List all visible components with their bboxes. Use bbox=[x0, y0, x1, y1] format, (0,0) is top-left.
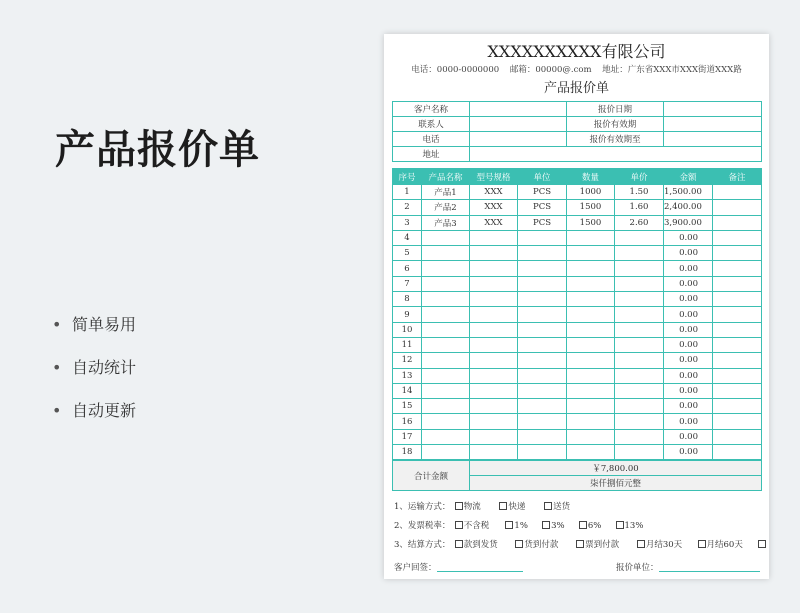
address-label: 地址 bbox=[393, 147, 470, 162]
cell-quantity[interactable] bbox=[567, 292, 615, 307]
cell-index[interactable]: 5 bbox=[393, 246, 422, 261]
valid-until-label: 报价有效期至 bbox=[567, 132, 664, 147]
cell-product[interactable]: 产品3 bbox=[422, 215, 470, 230]
transport-label: 1、运输方式： bbox=[394, 502, 451, 512]
header-unit-price: 单价 bbox=[615, 169, 664, 185]
cell-amount[interactable]: 0.00 bbox=[664, 399, 713, 414]
promo-title: 产品报价单 bbox=[55, 127, 260, 173]
option-checkbox[interactable] bbox=[455, 500, 489, 512]
cell-unit[interactable] bbox=[518, 429, 567, 444]
cell-unit[interactable] bbox=[518, 276, 567, 291]
option-label: 款到发货 bbox=[463, 540, 498, 550]
phone-field[interactable] bbox=[470, 132, 567, 147]
cell-quantity[interactable] bbox=[567, 414, 615, 429]
cell-index[interactable]: 12 bbox=[393, 353, 422, 368]
table-row bbox=[393, 200, 762, 215]
cell-quantity[interactable] bbox=[567, 399, 615, 414]
cell-product[interactable] bbox=[422, 399, 470, 414]
cell-unit-price[interactable] bbox=[615, 230, 664, 245]
cell-quantity[interactable] bbox=[567, 307, 615, 322]
cell-index[interactable]: 14 bbox=[393, 383, 422, 398]
cell-product[interactable]: 产品2 bbox=[422, 200, 470, 215]
contact-person-label: 联系人 bbox=[393, 117, 470, 132]
cell-model[interactable] bbox=[470, 292, 518, 307]
cell-quantity[interactable] bbox=[567, 429, 615, 444]
cell-quantity[interactable] bbox=[567, 337, 615, 352]
cell-unit[interactable] bbox=[518, 322, 567, 337]
cell-model[interactable] bbox=[470, 337, 518, 352]
option-label: 月结60天 bbox=[706, 540, 743, 550]
document-title: 产品报价单 bbox=[543, 81, 609, 96]
cell-unit[interactable] bbox=[518, 230, 567, 245]
bullet-icon: • bbox=[52, 315, 62, 334]
cell-remark[interactable] bbox=[713, 292, 762, 307]
feature-label: 自动更新 bbox=[72, 401, 137, 420]
cell-product[interactable] bbox=[422, 292, 470, 307]
checkbox-icon bbox=[505, 521, 513, 529]
cell-quantity[interactable] bbox=[567, 276, 615, 291]
cell-remark[interactable] bbox=[713, 383, 762, 398]
cell-unit[interactable] bbox=[518, 261, 567, 276]
cell-index[interactable]: 11 bbox=[393, 337, 422, 352]
cell-product[interactable]: 产品1 bbox=[422, 185, 470, 200]
settlement-label: 3、结算方式： bbox=[394, 540, 451, 550]
option-label: 6% bbox=[587, 521, 602, 531]
address-field[interactable] bbox=[470, 147, 762, 162]
header-amount: 金额 bbox=[664, 169, 713, 185]
cell-model[interactable] bbox=[470, 399, 518, 414]
table-row bbox=[393, 399, 762, 414]
option-checkbox[interactable] bbox=[455, 538, 505, 550]
cell-unit[interactable] bbox=[518, 368, 567, 383]
checkbox-icon bbox=[616, 521, 624, 529]
tax-rate-options bbox=[394, 519, 766, 538]
option-label: 13% bbox=[624, 521, 644, 531]
cell-unit-price[interactable]: 2.60 bbox=[615, 215, 664, 230]
quote-date-label: 报价日期 bbox=[567, 102, 664, 117]
option-label: 票到付款 bbox=[585, 540, 620, 550]
cell-unit-price[interactable] bbox=[615, 246, 664, 261]
cell-quantity[interactable] bbox=[567, 322, 615, 337]
total-amount-words: 柒仟捌佰元整 bbox=[470, 476, 762, 491]
option-checkbox[interactable] bbox=[616, 521, 646, 531]
cell-amount[interactable]: 0.00 bbox=[664, 322, 713, 337]
cell-unit-price[interactable] bbox=[615, 383, 664, 398]
table-row bbox=[393, 337, 762, 352]
cell-unit[interactable] bbox=[518, 337, 567, 352]
cell-index[interactable]: 3 bbox=[393, 215, 422, 230]
cell-model[interactable] bbox=[470, 276, 518, 291]
cell-amount[interactable]: 0.00 bbox=[664, 292, 713, 307]
cell-amount[interactable]: 0.00 bbox=[664, 429, 713, 444]
cell-model[interactable] bbox=[470, 429, 518, 444]
validity-label: 报价有效期 bbox=[567, 117, 664, 132]
cell-unit[interactable]: PCS bbox=[518, 185, 567, 200]
cell-model[interactable]: XXX bbox=[470, 215, 518, 230]
header-index: 序号 bbox=[393, 169, 422, 185]
cell-quantity[interactable]: 1000 bbox=[567, 185, 615, 200]
option-label: 货到付款 bbox=[524, 540, 559, 550]
validity-field[interactable] bbox=[664, 117, 762, 132]
cell-model[interactable]: XXX bbox=[470, 200, 518, 215]
option-label: 送货 bbox=[553, 502, 571, 512]
option-label: 不含税 bbox=[463, 521, 490, 531]
cell-index[interactable]: 9 bbox=[393, 307, 422, 322]
cell-quantity[interactable]: 1500 bbox=[567, 215, 615, 230]
cell-quantity[interactable] bbox=[567, 353, 615, 368]
cell-model[interactable] bbox=[470, 322, 518, 337]
quote-unit-signature bbox=[616, 561, 760, 573]
cell-quantity[interactable] bbox=[567, 445, 615, 460]
checkbox-icon bbox=[455, 540, 463, 548]
cell-amount[interactable]: 0.00 bbox=[664, 307, 713, 322]
table-row bbox=[393, 230, 762, 245]
cell-amount[interactable]: 0.00 bbox=[664, 276, 713, 291]
bullet-icon: • bbox=[52, 358, 62, 377]
company-address: 地址：广东省XXX市XXX街道XXX路 bbox=[602, 65, 742, 75]
table-row bbox=[393, 445, 762, 460]
option-label: 3% bbox=[551, 521, 565, 531]
cell-remark[interactable] bbox=[713, 276, 762, 291]
cell-index[interactable]: 18 bbox=[393, 445, 422, 460]
cell-product[interactable] bbox=[422, 383, 470, 398]
cell-model[interactable]: XXX bbox=[470, 185, 518, 200]
checkbox-icon bbox=[758, 540, 766, 548]
option-checkbox[interactable] bbox=[698, 538, 748, 550]
cell-unit[interactable] bbox=[518, 414, 567, 429]
cell-product[interactable] bbox=[422, 276, 470, 291]
quote-date-field[interactable] bbox=[664, 102, 762, 117]
checkbox-icon bbox=[455, 502, 463, 510]
cell-amount[interactable]: 0.00 bbox=[664, 261, 713, 276]
cell-index[interactable]: 17 bbox=[393, 429, 422, 444]
checkbox-icon bbox=[579, 521, 587, 529]
option-checkbox[interactable] bbox=[515, 538, 565, 550]
cell-product[interactable] bbox=[422, 230, 470, 245]
cell-index[interactable]: 13 bbox=[393, 368, 422, 383]
feature-label: 简单易用 bbox=[72, 315, 137, 334]
cell-remark[interactable] bbox=[713, 200, 762, 215]
option-checkbox[interactable] bbox=[579, 521, 605, 531]
table-row bbox=[393, 353, 762, 368]
cell-product[interactable] bbox=[422, 337, 470, 352]
cell-remark[interactable] bbox=[713, 337, 762, 352]
cell-model[interactable] bbox=[470, 353, 518, 368]
total-label: 合计金额 bbox=[393, 461, 470, 491]
cell-remark[interactable] bbox=[713, 399, 762, 414]
cell-amount[interactable]: 0.00 bbox=[664, 445, 713, 460]
quote-unit-label: 报价单位： bbox=[616, 563, 659, 573]
cell-product[interactable] bbox=[422, 368, 470, 383]
cell-remark[interactable] bbox=[713, 215, 762, 230]
checkbox-icon bbox=[499, 502, 507, 510]
cell-unit-price[interactable] bbox=[615, 445, 664, 460]
customer-signature bbox=[394, 561, 523, 573]
company-name: XXXXXXXXXX有限公司 bbox=[487, 42, 666, 61]
cell-unit[interactable] bbox=[518, 445, 567, 460]
option-label: 月结30天 bbox=[645, 540, 683, 550]
header-product: 产品名称 bbox=[422, 169, 470, 185]
quote-unit-signature-line[interactable] bbox=[659, 571, 760, 572]
cell-index[interactable]: 2 bbox=[393, 200, 422, 215]
checkbox-icon bbox=[698, 540, 706, 548]
contact-person-field[interactable] bbox=[470, 117, 567, 132]
cell-unit-price[interactable]: 1.50 bbox=[615, 185, 664, 200]
cell-product[interactable] bbox=[422, 445, 470, 460]
customer-signature-label: 客户回签： bbox=[394, 563, 437, 573]
cell-product[interactable] bbox=[422, 307, 470, 322]
option-checkbox[interactable] bbox=[499, 500, 533, 512]
header-model: 型号规格 bbox=[470, 169, 518, 185]
header-remark: 备注 bbox=[713, 169, 762, 185]
option-checkbox[interactable] bbox=[542, 521, 568, 531]
cell-product[interactable] bbox=[422, 322, 470, 337]
cell-index[interactable]: 1 bbox=[393, 185, 422, 200]
tax-rate-label: 2、发票税率： bbox=[394, 521, 451, 531]
cell-amount[interactable]: 0.00 bbox=[664, 230, 713, 245]
cell-quantity[interactable]: 1500 bbox=[567, 200, 615, 215]
cell-quantity[interactable] bbox=[567, 261, 615, 276]
cell-unit-price[interactable] bbox=[615, 292, 664, 307]
cell-amount[interactable]: 0.00 bbox=[664, 368, 713, 383]
cell-remark[interactable] bbox=[713, 322, 762, 337]
option-label: 物流 bbox=[463, 502, 481, 512]
feature-item bbox=[52, 401, 136, 444]
cell-remark[interactable] bbox=[713, 429, 762, 444]
customer-name-field[interactable] bbox=[470, 102, 567, 117]
table-row bbox=[393, 292, 762, 307]
cell-unit[interactable]: PCS bbox=[518, 200, 567, 215]
cell-quantity[interactable] bbox=[567, 230, 615, 245]
cell-model[interactable] bbox=[470, 414, 518, 429]
table-row bbox=[393, 368, 762, 383]
cell-unit-price[interactable] bbox=[615, 307, 664, 322]
cell-amount[interactable]: 2,400.00 bbox=[664, 200, 713, 215]
cell-product[interactable] bbox=[422, 414, 470, 429]
cell-remark[interactable] bbox=[713, 185, 762, 200]
table-row bbox=[393, 246, 762, 261]
option-checkbox[interactable] bbox=[455, 519, 495, 531]
items-table bbox=[392, 168, 762, 460]
cell-remark[interactable] bbox=[713, 246, 762, 261]
cell-unit-price[interactable] bbox=[615, 429, 664, 444]
table-row bbox=[393, 383, 762, 398]
table-row bbox=[393, 429, 762, 444]
company-phone: 电话：0000-0000000 bbox=[411, 65, 500, 75]
feature-list bbox=[52, 315, 136, 444]
cell-remark[interactable] bbox=[713, 414, 762, 429]
cell-remark[interactable] bbox=[713, 445, 762, 460]
items-header-row bbox=[393, 169, 762, 185]
option-checkbox[interactable] bbox=[505, 521, 531, 531]
cell-unit-price[interactable] bbox=[615, 353, 664, 368]
settlement-options bbox=[394, 538, 766, 557]
cell-unit[interactable] bbox=[518, 399, 567, 414]
cell-unit[interactable] bbox=[518, 246, 567, 261]
cell-index[interactable]: 7 bbox=[393, 276, 422, 291]
feature-item bbox=[52, 358, 136, 401]
cell-unit-price[interactable] bbox=[615, 337, 664, 352]
checkbox-icon bbox=[515, 540, 523, 548]
cell-amount[interactable]: 0.00 bbox=[664, 383, 713, 398]
cell-index[interactable]: 8 bbox=[393, 292, 422, 307]
cell-product[interactable] bbox=[422, 353, 470, 368]
cell-unit-price[interactable] bbox=[615, 261, 664, 276]
cell-model[interactable] bbox=[470, 368, 518, 383]
table-row bbox=[393, 307, 762, 322]
cell-model[interactable] bbox=[470, 307, 518, 322]
cell-model[interactable] bbox=[470, 230, 518, 245]
cell-index[interactable]: 4 bbox=[393, 230, 422, 245]
cell-remark[interactable] bbox=[713, 353, 762, 368]
cell-amount[interactable]: 0.00 bbox=[664, 414, 713, 429]
cell-remark[interactable] bbox=[713, 307, 762, 322]
cell-product[interactable] bbox=[422, 246, 470, 261]
cell-unit[interactable] bbox=[518, 307, 567, 322]
cell-remark[interactable] bbox=[713, 261, 762, 276]
total-table bbox=[392, 460, 762, 491]
feature-label: 自动统计 bbox=[72, 358, 137, 377]
table-row bbox=[393, 261, 762, 276]
checkbox-icon bbox=[637, 540, 645, 548]
option-checkbox[interactable] bbox=[576, 538, 626, 550]
total-amount: ￥7,800.00 bbox=[470, 461, 762, 476]
cell-amount[interactable]: 1,500.00 bbox=[664, 185, 713, 200]
cell-quantity[interactable] bbox=[567, 246, 615, 261]
cell-unit[interactable] bbox=[518, 383, 567, 398]
cell-remark[interactable] bbox=[713, 230, 762, 245]
cell-amount[interactable]: 0.00 bbox=[664, 337, 713, 352]
cell-product[interactable] bbox=[422, 261, 470, 276]
cell-unit-price[interactable]: 1.60 bbox=[615, 200, 664, 215]
cell-index[interactable]: 16 bbox=[393, 414, 422, 429]
cell-amount[interactable]: 0.00 bbox=[664, 246, 713, 261]
option-label: 1% bbox=[514, 521, 528, 531]
table-row bbox=[393, 414, 762, 429]
transport-options bbox=[394, 500, 766, 519]
phone-label: 电话 bbox=[393, 132, 470, 147]
table-row bbox=[393, 322, 762, 337]
customer-info-table bbox=[392, 101, 762, 162]
terms-options bbox=[394, 500, 766, 557]
checkbox-icon bbox=[544, 502, 552, 510]
cell-amount[interactable]: 0.00 bbox=[664, 353, 713, 368]
header-unit: 单位 bbox=[518, 169, 567, 185]
option-checkbox[interactable] bbox=[758, 540, 766, 550]
customer-signature-line[interactable] bbox=[437, 571, 523, 572]
cell-unit-price[interactable] bbox=[615, 322, 664, 337]
company-contact bbox=[384, 63, 769, 75]
cell-amount[interactable]: 3,900.00 bbox=[664, 215, 713, 230]
cell-index[interactable]: 6 bbox=[393, 261, 422, 276]
quotation-sheet bbox=[384, 34, 769, 579]
table-row bbox=[393, 215, 762, 230]
option-checkbox[interactable] bbox=[544, 500, 578, 512]
cell-model[interactable] bbox=[470, 383, 518, 398]
option-label: 快递 bbox=[508, 502, 526, 512]
feature-item bbox=[52, 315, 136, 358]
cell-quantity[interactable] bbox=[567, 368, 615, 383]
cell-remark[interactable] bbox=[713, 368, 762, 383]
cell-unit-price[interactable] bbox=[615, 414, 664, 429]
cell-unit[interactable] bbox=[518, 353, 567, 368]
cell-index[interactable]: 10 bbox=[393, 322, 422, 337]
checkbox-icon bbox=[542, 521, 550, 529]
cell-unit[interactable]: PCS bbox=[518, 215, 567, 230]
cell-unit[interactable] bbox=[518, 292, 567, 307]
cell-quantity[interactable] bbox=[567, 383, 615, 398]
cell-product[interactable] bbox=[422, 429, 470, 444]
cell-model[interactable] bbox=[470, 445, 518, 460]
cell-unit-price[interactable] bbox=[615, 276, 664, 291]
cell-index[interactable]: 15 bbox=[393, 399, 422, 414]
valid-until-field[interactable] bbox=[664, 132, 762, 147]
cell-unit-price[interactable] bbox=[615, 368, 664, 383]
table-row bbox=[393, 185, 762, 200]
company-email: 邮箱：00000@.com bbox=[509, 65, 592, 75]
checkbox-icon bbox=[455, 521, 463, 529]
header-quantity: 数量 bbox=[567, 169, 615, 185]
cell-model[interactable] bbox=[470, 246, 518, 261]
checkbox-icon bbox=[576, 540, 584, 548]
option-checkbox[interactable] bbox=[637, 538, 687, 550]
cell-unit-price[interactable] bbox=[615, 399, 664, 414]
cell-model[interactable] bbox=[470, 261, 518, 276]
table-row bbox=[393, 276, 762, 291]
bullet-icon: • bbox=[52, 401, 62, 420]
customer-name-label: 客户名称 bbox=[393, 102, 470, 117]
